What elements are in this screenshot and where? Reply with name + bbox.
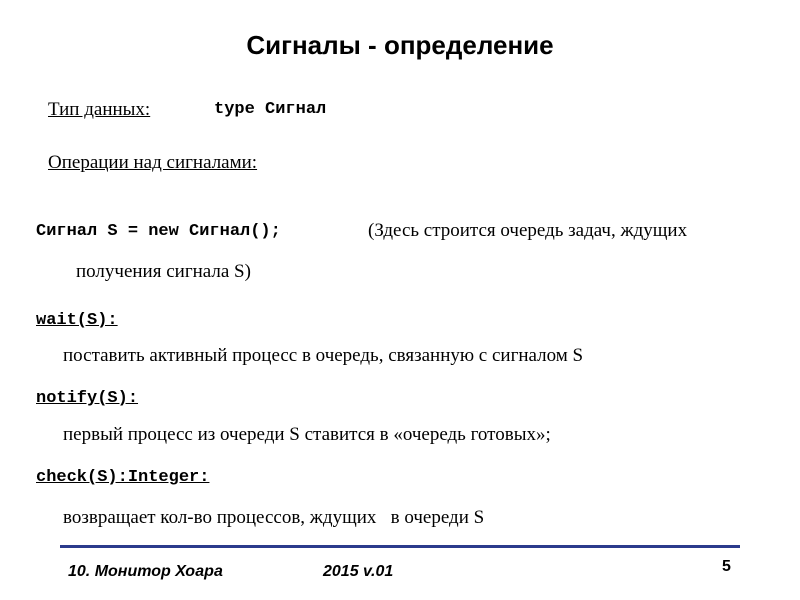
footer-version: 2015 v.01 (323, 563, 394, 580)
constructor-code: Сигнал S = new Сигнал(); (36, 222, 281, 241)
wait-code: wait(S): (36, 311, 118, 330)
notify-code: notify(S): (36, 389, 139, 408)
wait-description: поставить активный процесс в очередь, связанную с сигналом S (63, 345, 584, 366)
notify-description: первый процесс из очереди S ставится в «очередь готовых»; (63, 424, 551, 445)
slide-title: Сигналы - определение (246, 30, 554, 60)
operations-label: Операции над сигналами: (48, 152, 258, 173)
page-number: 5 (722, 558, 731, 575)
footer-chapter: 10. Монитор Хоара (68, 563, 223, 580)
footer-divider (60, 545, 740, 548)
check-description: возвращает кол-во процессов, ждущих в очереди S (63, 507, 485, 528)
constructor-note-line1: (Здесь строится очередь задач, ждущих (368, 220, 688, 241)
constructor-note-line2: получения сигнала S) (76, 261, 251, 282)
type-label: Тип данных: (48, 99, 151, 120)
check-code: check(S):Integer: (36, 468, 210, 487)
type-value: type Сигнал (214, 100, 327, 119)
